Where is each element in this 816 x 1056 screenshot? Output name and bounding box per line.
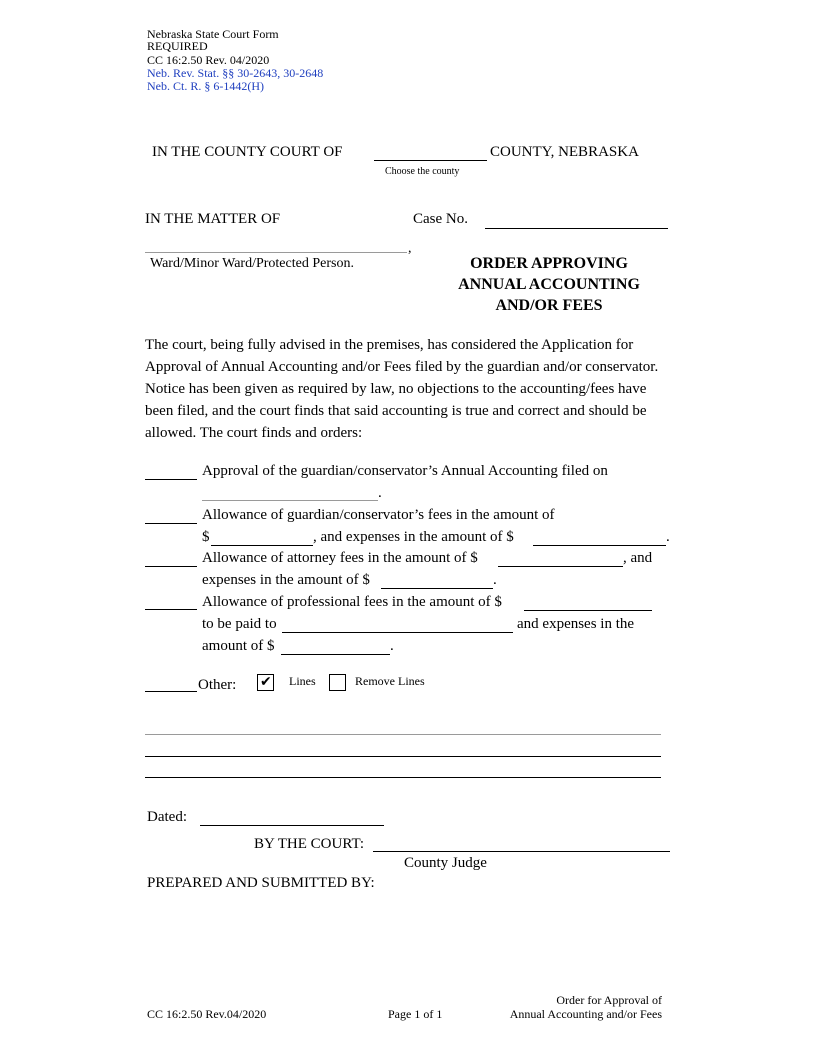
rule-link[interactable]: Neb. Ct. R. § 6-1442(H) — [147, 79, 264, 93]
judge-label: County Judge — [404, 855, 487, 871]
dated-label: Dated: — [147, 809, 187, 825]
approval-text: Approval of the guardian/conservator’s Annual Accounting filed on — [202, 463, 608, 479]
attorney-expenses-text: expenses in the amount of $ — [202, 572, 370, 588]
lines-checkbox[interactable] — [257, 674, 274, 691]
other-line-3[interactable] — [145, 777, 661, 778]
approval-date-field[interactable] — [202, 500, 378, 501]
professional-period: . — [390, 638, 394, 654]
guardian-fees-amount-field[interactable] — [211, 545, 313, 546]
lines-label: Lines — [289, 674, 316, 688]
footer-title-2: Annual Accounting and/or Fees — [509, 1007, 662, 1021]
guardian-fees-blank[interactable] — [145, 523, 197, 524]
court-suffix: COUNTY, NEBRASKA — [490, 144, 639, 160]
judge-signature-field[interactable] — [373, 851, 670, 852]
guardian-expenses-field[interactable] — [533, 545, 666, 546]
professional-amount-text: amount of $ — [202, 638, 275, 654]
by-court-label: BY THE COURT: — [254, 836, 365, 852]
guardian-fees-dollar: $ — [202, 529, 210, 545]
title-line-3: AND/OR FEES — [495, 297, 603, 314]
required-label: REQUIRED — [147, 39, 208, 53]
ward-label: Ward/Minor Ward/Protected Person. — [150, 256, 354, 271]
professional-fees-text: Allowance of professional fees in the amount of $ — [202, 594, 502, 610]
other-line-2[interactable] — [145, 756, 661, 757]
title-line-2: ANNUAL ACCOUNTING — [458, 276, 640, 293]
county-field[interactable] — [374, 160, 487, 161]
ward-comma: , — [408, 241, 412, 256]
attorney-expenses-field[interactable] — [381, 588, 493, 589]
dated-field[interactable] — [200, 825, 384, 826]
guardian-fees-text: Allowance of guardian/conservator’s fees in the amount of — [202, 507, 555, 523]
check-mark-icon: ✔ — [260, 674, 272, 690]
other-line-1[interactable] — [145, 734, 661, 735]
form-name: Nebraska State Court Form — [147, 27, 279, 41]
other-label: Other: — [198, 677, 237, 693]
court-prefix: IN THE COUNTY COURT OF — [152, 144, 343, 160]
ward-name-field[interactable] — [145, 252, 407, 253]
professional-expenses-field[interactable] — [281, 654, 390, 655]
attorney-period: . — [493, 572, 497, 588]
attorney-and: , and — [623, 550, 653, 566]
case-number-field[interactable] — [485, 228, 668, 229]
approval-blank[interactable] — [145, 479, 197, 480]
attorney-fees-text: Allowance of attorney fees in the amount of $ — [202, 550, 478, 566]
attorney-fees-amount-field[interactable] — [498, 566, 623, 567]
remove-lines-checkbox[interactable] — [329, 674, 346, 691]
footer-page: Page 1 of 1 — [388, 1007, 443, 1021]
prepared-label: PREPARED AND SUBMITTED BY: — [147, 875, 375, 891]
professional-fees-amount-field[interactable] — [524, 610, 652, 611]
title-line-1: ORDER APPROVING — [470, 255, 628, 272]
remove-lines-label: Remove Lines — [355, 674, 425, 688]
guardian-expenses-text: , and expenses in the amount of $ — [313, 529, 514, 545]
other-blank[interactable] — [145, 691, 197, 692]
professional-expenses-text: and expenses in the — [517, 616, 635, 632]
matter-label: IN THE MATTER OF — [145, 211, 281, 227]
document-title — [439, 253, 659, 316]
footer-title-1: Order for Approval of — [556, 993, 662, 1007]
attorney-fees-blank[interactable] — [145, 566, 197, 567]
professional-payee-field[interactable] — [282, 632, 513, 633]
form-code: CC 16:2.50 Rev. 04/2020 — [147, 53, 270, 67]
professional-fees-blank[interactable] — [145, 609, 197, 610]
intro-paragraph: The court, being fully advised in the premises, has considered the Application for Approval of Annual Accounting and/or Fees filed by the guardian and/or conservator. Notice has been given as required by law, no objections to the accounting/fees have been filed, and the court finds that said accounting is true and correct and should be allowed. The court finds and orders: — [145, 337, 659, 441]
county-hint: Choose the county — [385, 166, 460, 177]
professional-paid-to: to be paid to — [202, 616, 277, 632]
case-label: Case No. — [413, 211, 468, 227]
footer-code: CC 16:2.50 Rev.04/2020 — [147, 1007, 267, 1021]
guardian-period: . — [666, 529, 670, 545]
approval-period: . — [378, 485, 382, 501]
statute-link[interactable]: Neb. Rev. Stat. §§ 30-2643, 30-2648 — [147, 66, 324, 80]
